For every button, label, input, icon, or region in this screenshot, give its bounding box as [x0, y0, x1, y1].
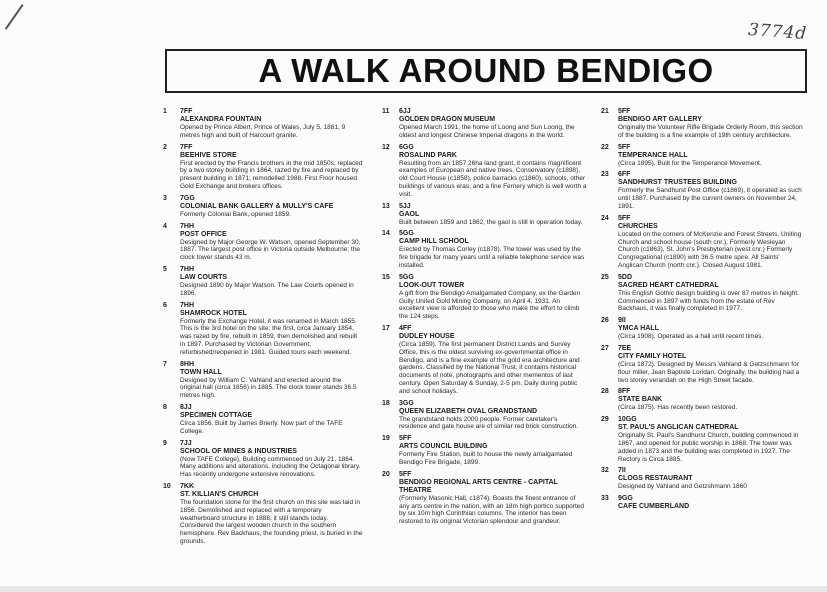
pen-mark	[5, 4, 24, 30]
column-2	[382, 108, 587, 530]
map-reference: 6JJ	[399, 108, 411, 115]
entry-number: 11	[382, 108, 390, 115]
walk-entry	[382, 471, 587, 526]
landmark-name: GAOL	[399, 210, 420, 218]
entry-number: 9	[163, 439, 167, 447]
entry-number: 1	[163, 108, 167, 115]
landmark-description: Opened by Prince Albert, Prince of Wales, July 5, 1881, 9 metres high and built of Harcourt granite.	[180, 124, 346, 139]
landmark-name: CLOGS RESTAURANT	[618, 475, 693, 483]
map-reference: 4FF	[399, 324, 412, 332]
walk-entry	[601, 274, 806, 313]
landmark-name: CHURCHES	[618, 222, 658, 230]
landmark-name: COLONIAL BANK GALLERY & MULLY'S CAFE	[180, 202, 334, 210]
landmark-description: The foundation stone for the first church on this site was laid in 1856. Demolished and replaced with a temporary weatherboard structure in 1888, it still stands today. Considered the largest wooden church in the southern hemisphere. Rev Backhaus, the founding priest, is buried in the grounds.	[180, 498, 363, 545]
entry-number: 18	[382, 399, 390, 407]
walk-entry	[382, 325, 587, 396]
landmark-description: (Circa 1872). Designed by Messrs Vahland & Getzschmann for flour miller, Jean Baptiste Loridan. Originally, the building had a two storey verandah on the High Street facade.	[618, 360, 800, 384]
walk-entry	[163, 483, 363, 546]
landmark-description: Located on the corners of McKenzie and Forest Streets. Uniting Church and school house (south cnr.), Formerly Wesleyan Church (c1863), St. John's Presbyterian (west cnr.) Formerly Congregational (c1890) with 36.5 metre spire. All Saints' Anglican Church (north cnr.). Closed August 1981.	[618, 230, 802, 269]
landmark-description: The grandstand holds 2000 people. Former caretaker's residence and gate house are of similar red brick construction.	[399, 415, 579, 431]
landmark-description: (Formerly Masonic Hall, c1874). Boasts the finest entrance of any arts centre in the nation, with an 18m high portico supported by six 10m high Corinthian columns. The interior has been restored to its original Victorian splendour and grandeur.	[399, 494, 584, 526]
landmark-name: TOWN HALL	[180, 368, 222, 376]
map-reference: 7EE	[618, 344, 632, 352]
landmark-description: (Circa 1875). Has recently been restored.	[618, 404, 738, 412]
landmark-description: Originally St. Paul's Sandhurst Church, building commenced in 1867, and opened for public worship in 1868. The tower was added in 1873 and the building was completed in 1927. The Rectory is Circa 1885.	[618, 432, 799, 463]
walk-entry	[163, 404, 363, 436]
landmark-name: ALEXANDRA FOUNTAIN	[180, 116, 262, 123]
map-reference: 10GG	[618, 416, 637, 424]
walk-entry	[601, 317, 806, 341]
landmark-name: SACRED HEART CATHEDRAL	[618, 281, 719, 289]
entry-number: 21	[601, 108, 609, 115]
entry-number: 23	[601, 171, 609, 179]
landmark-name: CAMP HILL SCHOOL	[399, 238, 469, 246]
walk-entry	[163, 266, 363, 298]
entry-number: 15	[382, 273, 390, 281]
walk-entry	[601, 108, 806, 140]
entry-number: 32	[601, 467, 609, 475]
entry-number: 17	[382, 324, 390, 332]
landmark-description: (Circa 1859). The first permanent District Lands and Survey Office, this is the oldest surviving ex-governmental office in Bendigo, and is a fine example of the gold era architecture and gardens. Classified by the National Trust, it contains historical documents of note, photographs and other mementos of last century. Open Saturday & Sunday, 2-5 pm. Daily during public and school holidays.	[399, 340, 580, 395]
landmark-description: Designed by Major George W. Watson, opened September 30, 1887. The largest post office in Victoria outside Melbourne; the clock tower stands 43 m.	[180, 238, 361, 262]
column-1	[163, 108, 363, 550]
landmark-name: ST. PAUL'S ANGLICAN CATHEDRAL	[618, 424, 739, 432]
landmark-description: Formerly the Sandhurst Post Office (c1869), it operated as such until 1887. Purchased by the current owners on November 24, 1891.	[618, 187, 802, 210]
title-box	[165, 49, 807, 93]
walk-entry	[163, 144, 363, 191]
landmark-description: Designed 1890 by Major Watson. The Law Courts opened in 1896.	[180, 281, 354, 297]
landmark-description: Formerly Colonial Bank, opened 1859.	[180, 210, 291, 218]
landmark-name: CAFE CUMBERLAND	[618, 503, 690, 511]
scan-edge	[0, 586, 827, 592]
walk-entry	[163, 361, 363, 400]
map-reference: 7FF	[180, 143, 193, 151]
landmark-name: TEMPERANCE HALL	[618, 151, 688, 159]
landmark-description: Designed by William C. Vahland and erected around the original hall (circa 1856) in 1885. The clock tower stands 36.5 metres high.	[180, 376, 357, 400]
landmark-description: A gift from the Bendigo Amalgamated Company, ex the Garden Gully United Gold Mining Company, on April 4, 1931. An excellent view is afforded to those who make the effort to climb the 124 steps.	[399, 289, 581, 321]
walk-entry	[163, 223, 363, 262]
entry-number: 33	[601, 495, 609, 503]
map-reference: 5FF	[618, 143, 631, 151]
walk-entry	[601, 144, 806, 168]
walk-entry	[601, 495, 806, 511]
walk-entry	[601, 215, 806, 270]
entry-number: 24	[601, 214, 609, 222]
landmark-description: Built between 1859 and 1862, the gaol is still in operation today.	[399, 218, 583, 226]
entry-number: 13	[382, 202, 390, 210]
landmark-description: Formerly Fire Station, built to house the newly amalgamated Bendigo Fire Brigade, 1899.	[399, 451, 573, 466]
walk-entry	[163, 302, 363, 357]
entry-number: 26	[601, 317, 609, 325]
map-reference: 7JJ	[180, 439, 192, 447]
map-reference: 7HH	[180, 301, 195, 309]
entry-number: 5	[163, 265, 167, 273]
entry-number: 19	[382, 435, 390, 443]
walk-entry	[382, 108, 587, 140]
landmark-description: Originally the Volunteer Rifle Brigade Orderly Room, this section of the building is a fine example of 19th century architecture.	[618, 124, 803, 139]
landmark-name: DUDLEY HOUSE	[399, 332, 455, 340]
map-reference: 5DD	[618, 273, 633, 281]
landmark-description: Designed by Vahland and Getzshmann 1860	[618, 483, 747, 491]
landmark-description: Erected by Thomas Corley (c1878). The tower was used by the fire brigade for many years until a reliable telephone service was installed.	[399, 246, 585, 269]
walk-entry	[382, 400, 587, 432]
walk-entry	[163, 440, 363, 479]
column-3	[601, 108, 806, 515]
map-reference: 5FF	[399, 470, 412, 478]
walk-entry	[601, 416, 806, 463]
entry-number: 25	[601, 273, 609, 281]
map-reference: 5FF	[618, 108, 631, 115]
landmark-name: ST. KILLIAN'S CHURCH	[180, 490, 259, 498]
map-reference: 7KK	[180, 482, 195, 490]
entry-number: 3	[163, 194, 167, 202]
landmark-name: BEEHIVE STORE	[180, 151, 237, 159]
map-reference: 7HH	[180, 265, 195, 273]
walk-entry	[382, 203, 587, 227]
map-reference: 8HH	[180, 360, 195, 368]
entry-number: 8	[163, 403, 167, 411]
landmark-name: BENDIGO REGIONAL ARTS CENTRE - CAPITAL THEATRE	[399, 478, 558, 494]
map-reference: 7HH	[180, 222, 195, 230]
entry-number: 27	[601, 344, 609, 352]
walk-entry	[382, 435, 587, 467]
landmark-name: ROSALIND PARK	[399, 151, 457, 159]
handwritten-note: 3774d	[747, 19, 808, 45]
map-reference: 5GG	[399, 230, 414, 238]
walk-entry	[163, 108, 363, 140]
map-reference: 7II	[618, 467, 626, 475]
map-reference: 3GG	[399, 399, 414, 407]
entry-number: 12	[382, 143, 390, 151]
map-reference: 8FF	[618, 388, 631, 396]
landmark-description: (Circa 1908). Operated as a hall until recent times.	[618, 333, 764, 341]
entry-number: 29	[601, 416, 609, 424]
walk-entry	[163, 195, 363, 219]
map-reference: 5FF	[399, 435, 412, 443]
landmark-name: CITY FAMILY HOTEL	[618, 352, 687, 360]
entry-number: 14	[382, 230, 390, 238]
entry-number: 6	[163, 301, 167, 309]
map-reference: 9GG	[618, 495, 633, 503]
map-reference: 7GG	[180, 194, 195, 202]
walk-entry	[601, 171, 806, 210]
entry-number: 7	[163, 360, 167, 368]
landmark-name: SANDHURST TRUSTEES BUILDING	[618, 179, 738, 187]
landmark-description: (Now TAFE College), Building commenced on July 21, 1864. Many additions and alterations, including the Octagonal library. Has recently undergone extensive renovations.	[180, 455, 361, 479]
landmark-name: ARTS COUNCIL BUILDING	[399, 443, 488, 451]
map-reference: 6FF	[618, 171, 631, 179]
landmark-name: LAW COURTS	[180, 273, 228, 281]
entry-number: 2	[163, 143, 167, 151]
entry-number: 22	[601, 143, 609, 151]
landmark-name: SPECIMEN COTTAGE	[180, 411, 253, 419]
landmark-description: First erected by the Francis brothers in the mid 1850s, replaced by a two storey building in 1864, razed by fire and replaced by present building in 1871; remodelled 1988. First Floor housed Gold Exchange and brokers offices.	[180, 159, 363, 190]
walk-entry	[382, 274, 587, 321]
landmark-description: Opened March 1991, the home of Loong and Sun Loong, the oldest and longest Chinese Imperial dragons in the world.	[399, 124, 575, 139]
walk-entry	[601, 388, 806, 412]
landmark-name: SHAMROCK HOTEL	[180, 309, 247, 317]
landmark-description: (Circa 1895). Built for the Temperance Movement.	[618, 159, 762, 167]
entry-number: 4	[163, 222, 167, 230]
landmark-name: BENDIGO ART GALLERY	[618, 116, 702, 123]
landmark-description: Resulting from an 1857 26ha land grant, it contains magnificent examples of European and native trees, Conservatory (c1898), old Court House (c1858), police barracks (c1860), schools, other buildings of various eras, and a fine Fernery which is well worth a visit.	[399, 159, 587, 198]
map-reference: 7FF	[180, 108, 193, 115]
landmark-name: GOLDEN DRAGON MUSEUM	[399, 116, 496, 123]
landmark-name: QUEEN ELIZABETH OVAL GRANDSTAND	[399, 407, 538, 415]
walk-entry	[601, 345, 806, 384]
map-reference: 6GG	[399, 143, 414, 151]
walk-entry	[382, 144, 587, 199]
map-reference: 5FF	[618, 214, 631, 222]
landmark-name: LOOK-OUT TOWER	[399, 281, 465, 289]
map-reference: 9II	[618, 317, 626, 325]
landmark-name: STATE BANK	[618, 396, 663, 404]
map-reference: 5GG	[399, 273, 414, 281]
landmark-description: This English Gothic design building is over 87 metres in height. Commenced in 1897 with funds from the estate of Rev Backhaus, it was finally completed in 1977.	[618, 289, 800, 313]
landmark-description: Formerly the Exchange Hotel, it was renamed in March 1855. This is the 3rd hotel on the site; the first, circa January 1854, was razed by fire, rebuilt in 1859, then demolished and rebuilt in 1897. Purchased by Victorian Government, refurbished/reopened in 1981. Guided tours each weekend.	[180, 317, 358, 356]
walk-entry	[382, 230, 587, 269]
landmark-name: YMCA HALL	[618, 325, 659, 333]
landmark-name: POST OFFICE	[180, 230, 227, 238]
walk-entry	[601, 467, 806, 491]
landmark-description: Circa 1856. Built by James Brierly. Now part of the TAFE College.	[180, 419, 343, 435]
entry-number: 20	[382, 470, 390, 478]
entry-number: 10	[163, 482, 171, 490]
landmark-name: SCHOOL OF MINES & INDUSTRIES	[180, 447, 297, 455]
map-reference: 5JJ	[399, 202, 411, 210]
map-reference: 8JJ	[180, 403, 192, 411]
entry-number: 28	[601, 388, 609, 396]
page-title: A WALK AROUND BENDIGO	[258, 52, 714, 89]
